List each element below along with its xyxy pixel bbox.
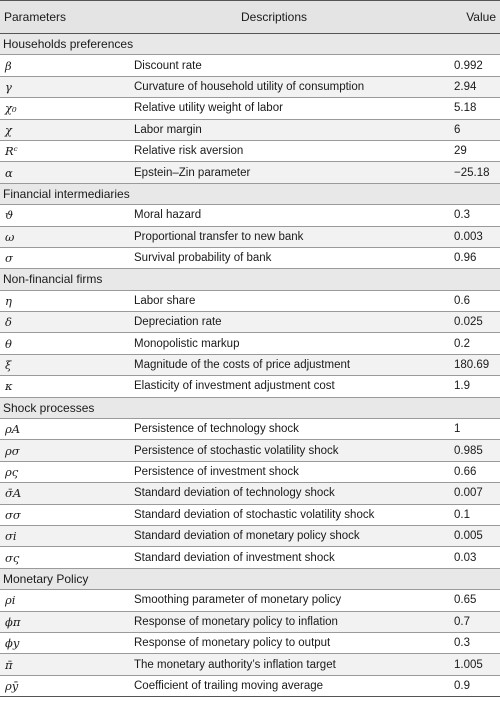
parameter-symbol: ρσ (5, 443, 20, 458)
table-row (0, 612, 500, 633)
table-row (0, 483, 500, 504)
table-row (0, 141, 500, 162)
section-header: Financial intermediaries (0, 184, 500, 205)
parameter-symbol: σ (5, 251, 13, 266)
parameter-symbol: ϕπ (5, 614, 21, 629)
parameter-description: Epstein–Zin parameter (134, 166, 251, 179)
parameter-value: 0.003 (454, 230, 483, 243)
parameter-description: Labor margin (134, 123, 202, 136)
parameter-symbol: ϕy (5, 636, 20, 651)
parameter-symbol: σ̄A (5, 486, 22, 501)
parameter-description: Standard deviation of investment shock (134, 551, 335, 564)
parameter-value: −25.18 (454, 166, 490, 179)
parameter-symbol: θ (5, 336, 12, 351)
section-header: Non-financial firms (0, 269, 500, 290)
table-row (0, 98, 500, 119)
parameter-description: Standard deviation of technology shock (134, 487, 335, 500)
parameter-symbol: χ (5, 122, 12, 137)
parameter-symbol: Rᶜ (5, 144, 18, 159)
parameter-description: Persistence of investment shock (134, 466, 299, 478)
parameter-description: Coefficient of trailing moving average (134, 679, 324, 692)
parameter-value: 0.992 (454, 59, 483, 72)
table-row (0, 333, 500, 354)
parameter-description: Survival probability of bank (134, 252, 272, 265)
parameter-symbol: ω (5, 229, 15, 244)
parameter-value: 0.025 (454, 316, 483, 329)
table-row (0, 376, 500, 397)
table-row (0, 633, 500, 654)
parameter-description: Magnitude of the costs of price adjustment (134, 359, 351, 372)
table-row (0, 505, 500, 526)
parameter-description: Proportional transfer to new bank (134, 230, 304, 243)
parameter-value: 29 (454, 145, 467, 158)
parameter-value: 0.7 (454, 615, 470, 628)
section-header: Monetary Policy (0, 569, 500, 590)
table-row (0, 55, 500, 76)
parameter-symbol: σi (5, 529, 17, 544)
section-header: Households preferences (0, 34, 500, 55)
parameter-description: Moral hazard (134, 209, 202, 222)
header-descriptions: Descriptions (240, 10, 308, 24)
parameter-value: 5.18 (454, 102, 477, 115)
parameter-value: 0.03 (454, 551, 477, 564)
parameter-symbol: σς (5, 550, 20, 565)
parameter-description: Curvature of household utility of consumption (134, 80, 365, 93)
table-row (0, 440, 500, 461)
parameter-description: Discount rate (134, 59, 202, 72)
table-row (0, 227, 500, 248)
parameter-description: Elasticity of investment adjustment cost (134, 380, 335, 393)
parameter-value: 0.66 (454, 466, 477, 478)
parameter-description: Standard deviation of monetary policy shock (134, 530, 360, 543)
parameter-value: 0.9 (454, 679, 470, 692)
parameter-symbol: π̄ (5, 657, 13, 672)
parameter-symbol: ϑ (5, 208, 14, 223)
parameter-value: 0.1 (454, 508, 470, 521)
parameter-value: 0.985 (454, 444, 483, 457)
table-row (0, 248, 500, 269)
parameter-description: Response of monetary policy to output (134, 637, 331, 650)
parameter-value: 0.65 (454, 594, 477, 607)
parameter-description: Relative risk aversion (134, 145, 244, 158)
parameter-value: 6 (454, 123, 461, 136)
parameter-symbol: γ (5, 79, 12, 94)
parameter-value: 1.9 (454, 380, 470, 393)
parameter-description: Persistence of technology shock (134, 423, 299, 436)
parameter-symbol: ρȳ (5, 678, 19, 693)
table-row (0, 547, 500, 568)
table-row (0, 312, 500, 333)
parameter-symbol: α (5, 165, 13, 180)
parameter-value: 0.007 (454, 487, 483, 500)
parameter-symbol: χ₀ (5, 101, 17, 116)
parameter-description: Smoothing parameter of monetary policy (134, 594, 342, 607)
header-parameters: Parameters (4, 10, 67, 24)
parameter-value: 0.3 (454, 209, 470, 222)
parameter-value: 1 (454, 423, 461, 436)
parameter-description: Standard deviation of stochastic volatility shock (134, 508, 375, 521)
parameter-value: 180.69 (454, 359, 490, 372)
parameter-symbol: ρς (5, 465, 19, 479)
table-row (0, 462, 500, 483)
table-row (0, 526, 500, 547)
parameter-symbol: ρA (5, 422, 21, 437)
table-row (0, 419, 500, 440)
table-row (0, 590, 500, 611)
parameter-value: 1.005 (454, 658, 483, 671)
table-row (0, 162, 500, 183)
header-value: Value (466, 10, 496, 24)
parameter-value: 0.96 (454, 252, 477, 265)
parameter-description: Response of monetary policy to inflation (134, 615, 338, 628)
parameter-value: 0.3 (454, 637, 470, 650)
parameter-symbol: ξ (5, 358, 12, 373)
section-header: Shock processes (0, 398, 500, 419)
parameter-symbol: δ (5, 315, 12, 330)
parameter-symbol: ρi (5, 593, 16, 608)
parameter-symbol: κ (5, 379, 13, 394)
table-row (0, 291, 500, 312)
parameter-symbol: σσ (5, 507, 21, 522)
parameter-description: Monopolistic markup (134, 337, 240, 350)
table-header (0, 0, 500, 34)
parameter-value: 2.94 (454, 80, 477, 93)
parameter-value: 0.6 (454, 294, 470, 307)
parameter-description: Depreciation rate (134, 316, 222, 329)
parameter-value: 0.2 (454, 337, 470, 350)
parameter-symbol: η (5, 293, 12, 308)
parameter-value: 0.005 (454, 530, 483, 543)
table-row (0, 77, 500, 98)
table-row (0, 120, 500, 141)
table-row (0, 676, 500, 697)
table-row (0, 205, 500, 226)
table-row (0, 355, 500, 376)
table-body (0, 34, 500, 697)
parameter-description: Persistence of stochastic volatility shock (134, 444, 339, 457)
parameter-description: Labor share (134, 294, 196, 307)
parameter-description: Relative utility weight of labor (134, 102, 283, 115)
table-row (0, 654, 500, 675)
parameter-symbol: β (5, 58, 12, 73)
parameter-description: The monetary authority’s inflation target (134, 658, 336, 671)
